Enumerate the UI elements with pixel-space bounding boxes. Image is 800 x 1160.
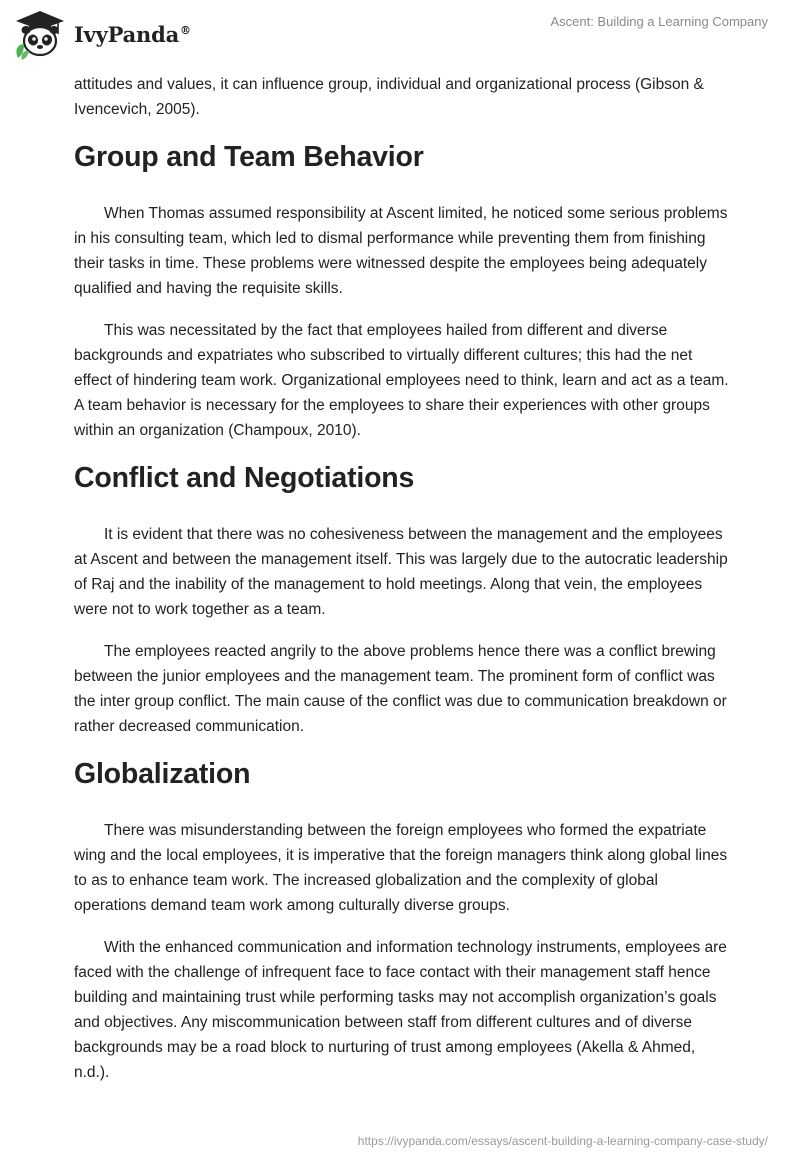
section-heading-globalization: Globalization xyxy=(74,758,251,790)
paragraph: With the enhanced communication and information technology instruments, employees are faced with the challenge of infrequent face to face contact with their management staff hence building and maintaining trust while performing tasks may not accomplish organization’s goals and objectives. Any miscommunication between staff from different cultures and of diverse backgrounds may be a road block to nurturing of trust among employees (Akella & Ahmed, n.d.). xyxy=(74,939,727,1081)
intro-paragraph: attitudes and values, it can influence group, individual and organizational process (Gibson & Ivencevich, 2005). xyxy=(74,76,704,118)
paragraph: This was necessitated by the fact that employees hailed from different and diverse backgrounds and expatriates who subscribed to virtually different cultures; this had the net effect of hindering team work. Organizational employees need to think, learn and act as a team. A team behavior is necessary for the employees to share their experiences with other groups within an organization (Champoux, 2010). xyxy=(74,322,729,439)
panda-graduate-icon xyxy=(12,8,68,60)
logo-wordmark: IvyPanda® xyxy=(74,21,191,47)
ivypanda-logo[interactable] xyxy=(12,6,191,62)
paragraph: It is evident that there was no cohesiveness between the management and the employees at Ascent and between the management itself. This was largely due to the autocratic leadership of Raj and the inability of the management to hold meetings. Along that vein, the employees were not to work together as a team. xyxy=(74,526,728,618)
paragraph: There was misunderstanding between the foreign employees who formed the expatriate wing and the local employees, it is imperative that the foreign managers think along global lines to as to enhance team work. The increased globalization and the complexity of global operations demand team work among culturally diverse groups. xyxy=(74,822,728,914)
essay-content xyxy=(74,72,734,1102)
source-url-link[interactable]: https://ivypanda.com/essays/ascent-building-a-learning-company-case-study/ xyxy=(357,1134,768,1148)
document-title: Ascent: Building a Learning Company xyxy=(550,14,768,29)
section-heading-conflict-negotiations: Conflict and Negotiations xyxy=(74,462,415,494)
page-header xyxy=(0,0,800,68)
section-heading-group-team-behavior: Group and Team Behavior xyxy=(74,141,424,173)
paragraph: When Thomas assumed responsibility at Ascent limited, he noticed some serious problems in his consulting team, which led to dismal performance while preventing them from finishing their tasks in time. These problems were witnessed despite the employees being adequately qualified and having the requisite skills. xyxy=(74,205,728,297)
paragraph: The employees reacted angrily to the above problems hence there was a conflict brewing between the junior employees and the management team. The prominent form of conflict was the inter group conflict. The main cause of the conflict was due to communication breakdown or rather decreased communication. xyxy=(74,643,727,735)
